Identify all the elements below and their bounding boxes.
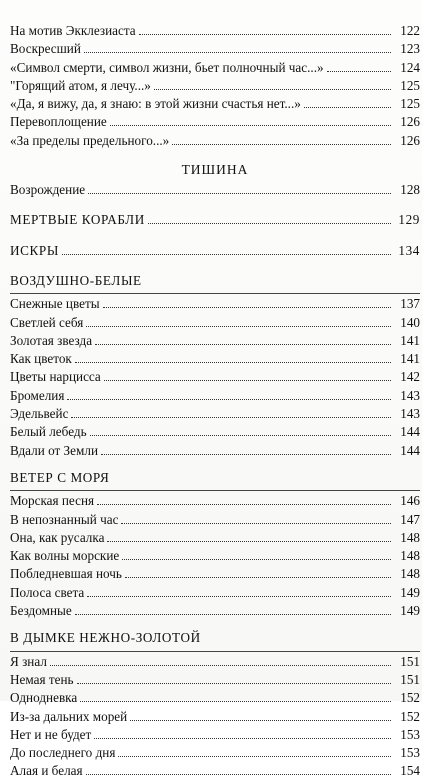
toc-entry xyxy=(10,132,420,150)
toc-entry xyxy=(10,59,420,77)
entry-title: Полоса света xyxy=(10,584,85,600)
toc-entry xyxy=(10,689,420,707)
dot-leader xyxy=(172,133,391,145)
entry-title: Как волны морские xyxy=(10,548,120,564)
dot-leader xyxy=(86,315,391,327)
section-heading-dymka: В ДЫМКЕ НЕЖНО-ЗОЛОТОЙ xyxy=(10,630,201,646)
toc-entry xyxy=(10,442,420,460)
toc-entry xyxy=(10,726,420,744)
entry-title: Снежные цветы xyxy=(10,296,100,312)
entry-title: Побледневшая ночь xyxy=(10,566,122,582)
entry-title: ИСКРЫ xyxy=(10,242,59,258)
dot-leader xyxy=(75,351,391,363)
toc-entry xyxy=(10,350,420,368)
section-rule xyxy=(10,490,420,491)
toc-entry xyxy=(10,387,420,405)
dot-leader xyxy=(139,23,391,35)
entry-title: Перевоплощение xyxy=(10,114,107,130)
toc-entry xyxy=(10,602,420,620)
toc-group-vozdushno xyxy=(10,295,420,460)
toc-entry xyxy=(10,113,420,131)
page-number: 128 xyxy=(400,182,420,198)
page-number: 142 xyxy=(400,369,420,385)
entry-title: Бездомные xyxy=(10,603,72,619)
page-number: 151 xyxy=(400,671,420,687)
entry-title: Морская песня xyxy=(10,493,95,509)
entry-title: «Да, я вижу, да, я знаю: в этой жизни счастья нет...» xyxy=(10,96,301,112)
toc-entry xyxy=(10,314,420,332)
entry-title: Нет и не будет xyxy=(10,726,92,742)
dot-leader xyxy=(88,182,391,194)
toc-entry xyxy=(10,708,420,726)
toc-entry xyxy=(10,181,420,199)
entry-title: Как цветок xyxy=(10,351,72,367)
dot-leader xyxy=(62,243,391,255)
toc-entry xyxy=(10,547,420,565)
dot-leader xyxy=(95,333,391,345)
toc-entry xyxy=(10,492,420,510)
entry-title: Воскресший xyxy=(10,41,81,57)
toc-entry xyxy=(10,405,420,423)
toc-entry xyxy=(10,671,420,689)
entry-title: Она, как русалка xyxy=(10,529,105,545)
dot-leader xyxy=(67,388,391,400)
dot-leader xyxy=(50,654,391,666)
dot-leader xyxy=(87,585,391,597)
page-number: 143 xyxy=(400,406,420,422)
dot-leader xyxy=(154,78,391,90)
toc-entry xyxy=(10,295,420,313)
dot-leader xyxy=(304,96,391,108)
entry-title: Золотая звезда xyxy=(10,332,93,348)
dot-leader xyxy=(148,212,391,224)
page-number: 126 xyxy=(400,114,420,130)
section-heading-vozdushno: ВОЗДУШНО-БЕЛЫЕ xyxy=(10,272,142,288)
page-number: 141 xyxy=(400,332,420,348)
dot-leader xyxy=(121,512,391,524)
page-number: 151 xyxy=(400,653,420,669)
page-number: 141 xyxy=(400,351,420,367)
entry-title: Светлей себя xyxy=(10,314,84,330)
dot-leader xyxy=(104,369,391,381)
entry-title: Я знал xyxy=(10,653,47,669)
entry-title: Эдельвейс xyxy=(10,406,69,422)
page-number: 124 xyxy=(400,59,420,75)
entry-title: В непознанный час xyxy=(10,511,119,527)
dot-leader xyxy=(101,443,391,455)
page-number: 148 xyxy=(400,529,420,545)
entry-title: Возрождение xyxy=(10,182,86,198)
toc-entry xyxy=(10,565,420,583)
dot-leader xyxy=(125,566,391,578)
dot-leader xyxy=(107,530,391,542)
page-number: 143 xyxy=(400,387,420,403)
page-number: 149 xyxy=(400,584,420,600)
toc-entry xyxy=(10,584,420,602)
toc-group-dymka xyxy=(10,653,420,781)
page-number: 140 xyxy=(400,314,420,330)
toc-entry-mertvye xyxy=(10,211,420,229)
dot-leader xyxy=(94,727,391,739)
entry-title: Алая и белая xyxy=(10,763,83,779)
page-number: 123 xyxy=(400,41,420,57)
page-number: 148 xyxy=(400,548,420,564)
page-number: 137 xyxy=(400,296,420,312)
toc-entry xyxy=(10,40,420,58)
page-number: 148 xyxy=(400,566,420,582)
dot-leader xyxy=(80,690,391,702)
toc-entry-iskry xyxy=(10,242,420,260)
page-number: 122 xyxy=(400,23,420,38)
dot-leader xyxy=(84,41,391,53)
entry-title: Немая тень xyxy=(10,671,74,687)
toc-entry xyxy=(10,511,420,529)
page-number: 152 xyxy=(400,690,420,706)
page-number: 153 xyxy=(400,726,420,742)
entry-title: До последнего дня xyxy=(10,745,116,761)
dot-leader xyxy=(90,424,391,436)
toc-entry xyxy=(10,332,420,350)
dot-leader xyxy=(86,763,391,775)
page-number: 149 xyxy=(400,603,420,619)
dot-leader xyxy=(327,60,391,72)
toc-group-top xyxy=(10,22,420,150)
entry-title: Белый лебедь xyxy=(10,424,87,440)
page-number: 134 xyxy=(398,242,420,258)
dot-leader xyxy=(77,672,391,684)
toc-entry xyxy=(10,77,420,95)
page-number: 144 xyxy=(400,442,420,458)
dot-leader xyxy=(130,709,391,721)
entry-title: На мотив Экклезиаста xyxy=(10,23,136,38)
dot-leader xyxy=(71,406,391,418)
page-number: 126 xyxy=(400,132,420,148)
toc-entry xyxy=(10,22,420,40)
toc-entry xyxy=(10,423,420,441)
page-number: 153 xyxy=(400,745,420,761)
section-rule xyxy=(10,651,420,652)
dot-leader xyxy=(75,603,391,615)
table-of-contents xyxy=(10,22,420,781)
section-heading-veter: ВЕТЕР С МОРЯ xyxy=(10,469,110,485)
dot-leader xyxy=(97,493,391,505)
toc-entry xyxy=(10,653,420,671)
entry-title: Бромелия xyxy=(10,387,65,403)
dot-leader xyxy=(103,296,391,308)
toc-entry xyxy=(10,744,420,762)
page-number: 154 xyxy=(400,763,420,779)
entry-title: «За пределы предельного...» xyxy=(10,132,170,148)
toc-entry xyxy=(10,95,420,113)
entry-title: Из-за дальних морей xyxy=(10,708,128,724)
dot-leader xyxy=(110,114,391,126)
section-rule xyxy=(10,293,420,294)
page-number: 147 xyxy=(400,511,420,527)
toc-entry xyxy=(10,529,420,547)
page-number: 125 xyxy=(400,96,420,112)
dot-leader xyxy=(118,745,391,757)
page-number: 144 xyxy=(400,424,420,440)
toc-group-veter xyxy=(10,492,420,620)
entry-title: Вдали от Земли xyxy=(10,442,99,458)
section-heading-tishina: ТИШИНА xyxy=(181,162,249,178)
entry-title: «Символ смерти, символ жизни, бьет полночный час...» xyxy=(10,59,324,75)
page-number: 125 xyxy=(400,77,420,93)
page-number: 129 xyxy=(398,212,420,228)
page-number: 152 xyxy=(400,708,420,724)
dot-leader xyxy=(122,548,391,560)
page-number: 146 xyxy=(400,493,420,509)
entry-title: "Горящий атом, я лечу...» xyxy=(10,77,151,93)
toc-entry xyxy=(10,368,420,386)
entry-title: МЕРТВЫЕ КОРАБЛИ xyxy=(10,212,145,228)
entry-title: Однодневка xyxy=(10,690,78,706)
toc-entry xyxy=(10,762,420,780)
entry-title: Цветы нарцисса xyxy=(10,369,101,385)
